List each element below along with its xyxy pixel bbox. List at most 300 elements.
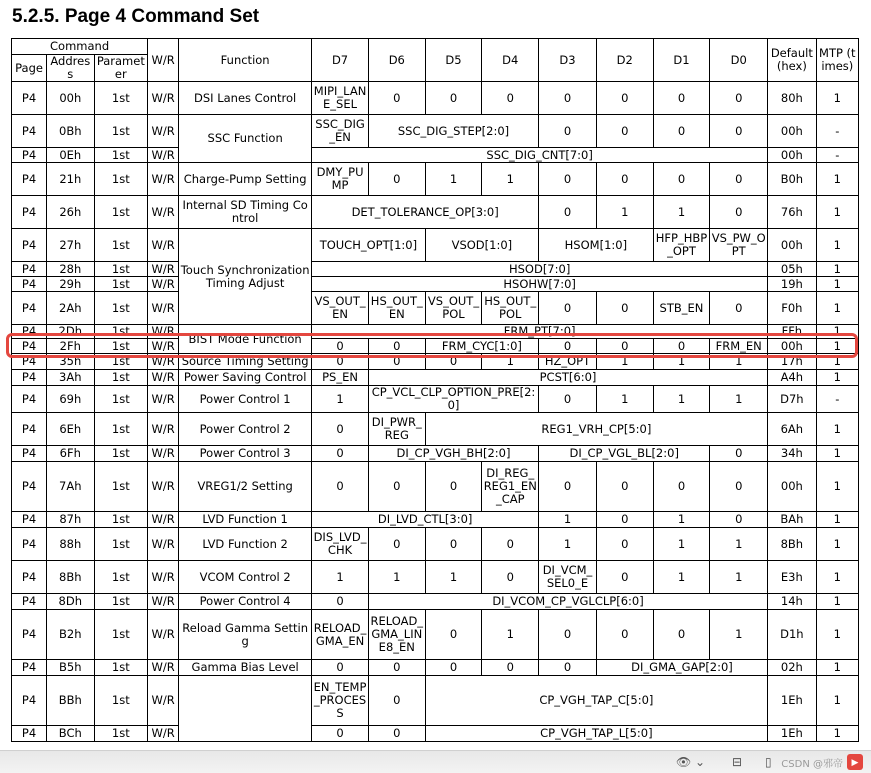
cell-bit: 0 [312,726,369,742]
cell-parameter: 1st [94,726,148,742]
cell-mtp: 1 [816,163,858,196]
cell-function: Power Control 3 [179,446,312,462]
cell-default: 05h [768,262,816,277]
cell-bit: 1 [653,196,710,229]
cell-parameter: 1st [94,446,148,462]
cell-parameter: 1st [94,370,148,386]
cell-default: 1Eh [768,726,816,742]
cell-bit: 0 [596,339,653,354]
cell-function: VCOM Control 2 [179,561,312,594]
cell-bit: 0 [710,512,768,528]
cell-bit: RELOAD_GMA_EN [312,610,369,660]
cell-mtp: 1 [816,726,858,742]
cell-bit: 0 [653,610,710,660]
cell-bit: 0 [368,163,425,196]
cell-bit: 0 [368,339,425,354]
cell-wr: W/R [148,148,179,163]
cell-address: 35h [47,354,94,370]
header-d2: D2 [596,39,653,82]
cell-bit: DET_TOLERANCE_OP[3:0] [312,196,539,229]
cell-bit: DMY_PUMP [312,163,369,196]
columns-icon[interactable]: ⊟ [732,755,743,769]
cell-mtp: 1 [816,594,858,610]
eye-icon[interactable]: 👁 ⌄ [676,755,706,769]
cell-bit: 1 [710,561,768,594]
cell-function: Touch Synchronization Timing Adjust [179,229,312,325]
cell-function: LVD Function 1 [179,512,312,528]
cell-bit: 1 [482,610,539,660]
cell-page: P4 [12,262,47,277]
cell-default: 8Bh [768,528,816,561]
cell-bit: 0 [368,462,425,512]
cell-bit: 0 [596,512,653,528]
header-d6: D6 [368,39,425,82]
cell-bit: 0 [596,163,653,196]
table-row [12,512,859,528]
cell-parameter: 1st [94,82,148,115]
play-icon[interactable]: ▶ [847,754,863,770]
header-d5: D5 [425,39,482,82]
cell-default: 1Eh [768,676,816,726]
cell-page: P4 [12,512,47,528]
cell-page: P4 [12,196,47,229]
cell-bit: HS_OUT_EN [368,292,425,325]
cell-default: B0h [768,163,816,196]
cell-bit: 0 [710,446,768,462]
cell-bit: 0 [596,115,653,148]
cell-page: P4 [12,676,47,726]
cell-page: P4 [12,462,47,512]
header-function: Function [179,39,312,82]
cell-address: 87h [47,512,94,528]
cell-default: BAh [768,512,816,528]
cell-address: 0Bh [47,115,94,148]
table-row [12,196,859,229]
cell-address: B5h [47,660,94,676]
table-row [12,163,859,196]
cell-bit: 0 [312,413,369,446]
cell-bit: 0 [368,354,425,370]
cell-address: B2h [47,610,94,660]
cell-bit: 0 [312,446,369,462]
cell-bit: 0 [368,676,425,726]
table-row [12,610,859,660]
cell-bit: SSC_DIG_CNT[7:0] [312,148,768,163]
cell-bit: 0 [425,660,482,676]
cell-page: P4 [12,148,47,163]
cell-page: P4 [12,325,47,339]
cell-bit: 0 [539,163,597,196]
table-row [12,339,859,354]
cell-wr: W/R [148,386,179,413]
cell-default: D7h [768,386,816,413]
cell-default: 34h [768,446,816,462]
cell-parameter: 1st [94,292,148,325]
cell-address: 26h [47,196,94,229]
cell-wr: W/R [148,262,179,277]
cell-wr: W/R [148,163,179,196]
cell-default: 17h [768,354,816,370]
cell-default: E3h [768,561,816,594]
cell-bit: 0 [312,660,369,676]
cell-page: P4 [12,594,47,610]
cell-parameter: 1st [94,229,148,262]
cell-page: P4 [12,413,47,446]
cell-wr: W/R [148,528,179,561]
cell-default: 80h [768,82,816,115]
cell-bit: DI_VCM_SEL0_E [539,561,597,594]
cell-page: P4 [12,82,47,115]
table-row [12,726,859,742]
command-rows [12,82,859,742]
cell-bit: HSOD[7:0] [312,262,768,277]
cell-bit: 0 [539,292,597,325]
cell-parameter: 1st [94,561,148,594]
cell-bit: 1 [596,196,653,229]
cell-parameter: 1st [94,325,148,339]
header-mtp: MTP (times) [816,39,858,82]
cell-mtp: 1 [816,462,858,512]
cell-bit: PS_EN [312,370,369,386]
cell-wr: W/R [148,292,179,325]
command-table [11,38,859,742]
cell-bit: 1 [653,561,710,594]
cell-bit: 0 [710,196,768,229]
cell-bit: 1 [653,512,710,528]
cell-page: P4 [12,446,47,462]
cell-wr: W/R [148,354,179,370]
cell-page: P4 [12,370,47,386]
cell-function: BIST Mode Function [179,325,312,354]
watermark-brand: CSDN @邪帝 [781,759,843,770]
cell-bit: VS_PW_OPT [710,229,768,262]
cell-address: 69h [47,386,94,413]
cell-wr: W/R [148,726,179,742]
cell-default: A4h [768,370,816,386]
cell-bit: HS_OUT_POL [482,292,539,325]
cell-bit: PCST[6:0] [368,370,767,386]
cell-page: P4 [12,660,47,676]
cell-bit: 0 [596,561,653,594]
cell-bit: 0 [368,528,425,561]
table-row [12,386,859,413]
cell-bit: RELOAD_GMA_LINE8_EN [368,610,425,660]
cell-function: SSC Function [179,115,312,163]
cell-wr: W/R [148,196,179,229]
cell-bit: HZ_OPT [539,354,597,370]
cell-bit: 1 [482,354,539,370]
cell-parameter: 1st [94,262,148,277]
cell-bit: 1 [710,610,768,660]
cell-function: LVD Function 2 [179,528,312,561]
cell-address: 28h [47,262,94,277]
table-row [12,277,859,292]
header-d7: D7 [312,39,369,82]
cell-bit: 1 [653,354,710,370]
cell-mtp: 1 [816,446,858,462]
cell-bit: FRM_EN [710,339,768,354]
cell-mtp: 1 [816,354,858,370]
cell-page: P4 [12,528,47,561]
cell-address: 8Dh [47,594,94,610]
cell-page: P4 [12,292,47,325]
header-address: Address [47,55,94,82]
cell-mtp: - [816,386,858,413]
cell-bit: DI_VCOM_CP_VGLCLP[6:0] [368,594,767,610]
cell-parameter: 1st [94,196,148,229]
cell-bit: 1 [482,163,539,196]
cell-bit: 0 [312,339,369,354]
cell-default: D1h [768,610,816,660]
cell-function: Power Control 4 [179,594,312,610]
cell-wr: W/R [148,610,179,660]
header-default: Default (hex) [768,39,816,82]
cell-mtp: 1 [816,292,858,325]
cell-parameter: 1st [94,413,148,446]
cell-default: FFh [768,325,816,339]
cell-bit: 0 [710,163,768,196]
cell-address: 27h [47,229,94,262]
cell-parameter: 1st [94,462,148,512]
cell-bit: 0 [596,610,653,660]
cell-bit: DI_CP_VGL_BL[2:0] [539,446,710,462]
cell-bit: 0 [539,196,597,229]
cell-bit: 1 [710,528,768,561]
cell-parameter: 1st [94,354,148,370]
table-row [12,229,859,262]
cell-default: 6Ah [768,413,816,446]
table-row [12,115,859,148]
cell-address: 2Dh [47,325,94,339]
cell-address: BBh [47,676,94,726]
cell-wr: W/R [148,277,179,292]
table-row [12,528,859,561]
cell-bit: 0 [596,462,653,512]
cell-bit: 0 [539,115,597,148]
cell-wr: W/R [148,594,179,610]
cell-bit: 0 [482,660,539,676]
cell-function: Internal SD Timing Control [179,196,312,229]
cell-function: Power Control 2 [179,413,312,446]
section-title: 5.2.5. Page 4 Command Set [12,6,260,27]
cell-wr: W/R [148,115,179,148]
cell-bit: 0 [539,82,597,115]
header-d1: D1 [653,39,710,82]
cell-mtp: 1 [816,229,858,262]
cell-bit: 0 [425,462,482,512]
cell-bit: 0 [596,528,653,561]
cell-mtp: 1 [816,82,858,115]
cell-page: P4 [12,277,47,292]
cell-bit: 0 [312,462,369,512]
cell-bit: 0 [596,82,653,115]
cell-bit: 1 [710,386,768,413]
cell-bit: VSOD[1:0] [425,229,538,262]
cell-address: 21h [47,163,94,196]
table-row [12,561,859,594]
status-bar [0,750,871,773]
cell-default: 00h [768,115,816,148]
cell-bit: 1 [425,561,482,594]
cell-bit: DI_LVD_CTL[3:0] [312,512,539,528]
cell-parameter: 1st [94,386,148,413]
cell-bit: DI_REG_REG1_EN_CAP [482,462,539,512]
cell-default: F0h [768,292,816,325]
table-row [12,462,859,512]
header-wr: W/R [148,39,179,82]
cell-mtp: 1 [816,277,858,292]
cell-function: Gamma Bias Level [179,660,312,676]
cell-bit: SSC_DIG_EN [312,115,369,148]
cell-mtp: - [816,115,858,148]
cell-bit: 0 [710,292,768,325]
cell-bit: 0 [368,726,425,742]
cell-wr: W/R [148,413,179,446]
cell-bit: 0 [425,528,482,561]
cell-wr: W/R [148,339,179,354]
cell-bit: 1 [710,354,768,370]
cell-mtp: 1 [816,196,858,229]
cell-page: P4 [12,386,47,413]
cell-bit: VS_OUT_EN [312,292,369,325]
cell-parameter: 1st [94,528,148,561]
cell-bit: DI_GMA_GAP[2:0] [596,660,767,676]
table-row [12,82,859,115]
cell-bit: DI_PWR_REG [368,413,425,446]
cell-parameter: 1st [94,660,148,676]
cell-function: DSI Lanes Control [179,82,312,115]
table-row [12,148,859,163]
cell-bit: 0 [539,462,597,512]
cell-mtp: 1 [816,528,858,561]
table-row [12,292,859,325]
cell-bit: HSOM[1:0] [539,229,654,262]
cell-mtp: 1 [816,370,858,386]
cell-wr: W/R [148,660,179,676]
cell-parameter: 1st [94,115,148,148]
cell-address: 00h [47,82,94,115]
cell-bit: 1 [596,354,653,370]
cell-default: 14h [768,594,816,610]
cell-bit: 0 [539,339,597,354]
cell-page: P4 [12,354,47,370]
cell-parameter: 1st [94,277,148,292]
cell-mtp: 1 [816,262,858,277]
cell-bit: HSOHW[7:0] [312,277,768,292]
table-row [12,446,859,462]
cell-default: 00h [768,229,816,262]
cell-bit: 0 [653,462,710,512]
cell-bit: 0 [425,354,482,370]
cell-bit: FRM_PT[7:0] [312,325,768,339]
cell-bit: 1 [368,561,425,594]
cell-function: Power Saving Control [179,370,312,386]
cell-address: 6Eh [47,413,94,446]
cell-address: 2Fh [47,339,94,354]
cell-default: 76h [768,196,816,229]
header-d0: D0 [710,39,768,82]
cell-bit: 1 [539,512,597,528]
cell-bit: 0 [653,163,710,196]
cell-bit: 0 [312,354,369,370]
cell-mtp: 1 [816,413,858,446]
table-row [12,262,859,277]
cell-mtp: 1 [816,676,858,726]
cell-bit: 1 [653,528,710,561]
cell-bit: DI_CP_VGH_BH[2:0] [368,446,538,462]
cell-bit: 0 [482,528,539,561]
cell-bit: VS_OUT_POL [425,292,482,325]
cell-bit: 0 [312,594,369,610]
cell-wr: W/R [148,512,179,528]
cell-wr: W/R [148,325,179,339]
cell-address: BCh [47,726,94,742]
header-d4: D4 [482,39,539,82]
cell-parameter: 1st [94,676,148,726]
cell-bit: 0 [710,462,768,512]
table-row [12,660,859,676]
cell-bit: 0 [482,82,539,115]
cell-function: Power Control 1 [179,386,312,413]
cell-address: 29h [47,277,94,292]
cell-bit: TOUCH_OPT[1:0] [312,229,425,262]
cell-bit: 1 [425,163,482,196]
cell-bit: 0 [539,610,597,660]
cell-parameter: 1st [94,610,148,660]
cell-parameter: 1st [94,339,148,354]
cell-bit: 0 [539,660,597,676]
pages-icon[interactable]: ▯ [765,755,772,769]
cell-bit: 0 [539,386,597,413]
cell-function: Reload Gamma Setting [179,610,312,660]
cell-bit: CP_VCL_CLP_OPTION_PRE[2:0] [368,386,538,413]
cell-function: Source Timing Setting [179,354,312,370]
cell-bit: 0 [368,660,425,676]
cell-page: P4 [12,163,47,196]
table-row [12,676,859,726]
cell-mtp: 1 [816,512,858,528]
cell-address: 6Fh [47,446,94,462]
cell-wr: W/R [148,370,179,386]
cell-parameter: 1st [94,512,148,528]
cell-bit: 1 [653,386,710,413]
cell-mtp: 1 [816,610,858,660]
cell-bit: 0 [653,115,710,148]
cell-bit: 0 [653,339,710,354]
cell-mtp: 1 [816,561,858,594]
cell-bit: 0 [368,82,425,115]
cell-bit: EN_TEMP_PROCESS [312,676,369,726]
cell-default: 19h [768,277,816,292]
cell-parameter: 1st [94,594,148,610]
cell-parameter: 1st [94,148,148,163]
cell-bit: 1 [539,528,597,561]
cell-wr: W/R [148,676,179,726]
cell-bit: 0 [482,561,539,594]
cell-page: P4 [12,339,47,354]
cell-wr: W/R [148,446,179,462]
cell-bit: DIS_LVD_CHK [312,528,369,561]
cell-address: 88h [47,528,94,561]
table-row [12,413,859,446]
cell-bit: 1 [312,386,369,413]
cell-bit: STB_EN [653,292,710,325]
cell-function: Charge-Pump Setting [179,163,312,196]
cell-wr: W/R [148,82,179,115]
cell-mtp: - [816,148,858,163]
table-row [12,370,859,386]
cell-parameter: 1st [94,163,148,196]
